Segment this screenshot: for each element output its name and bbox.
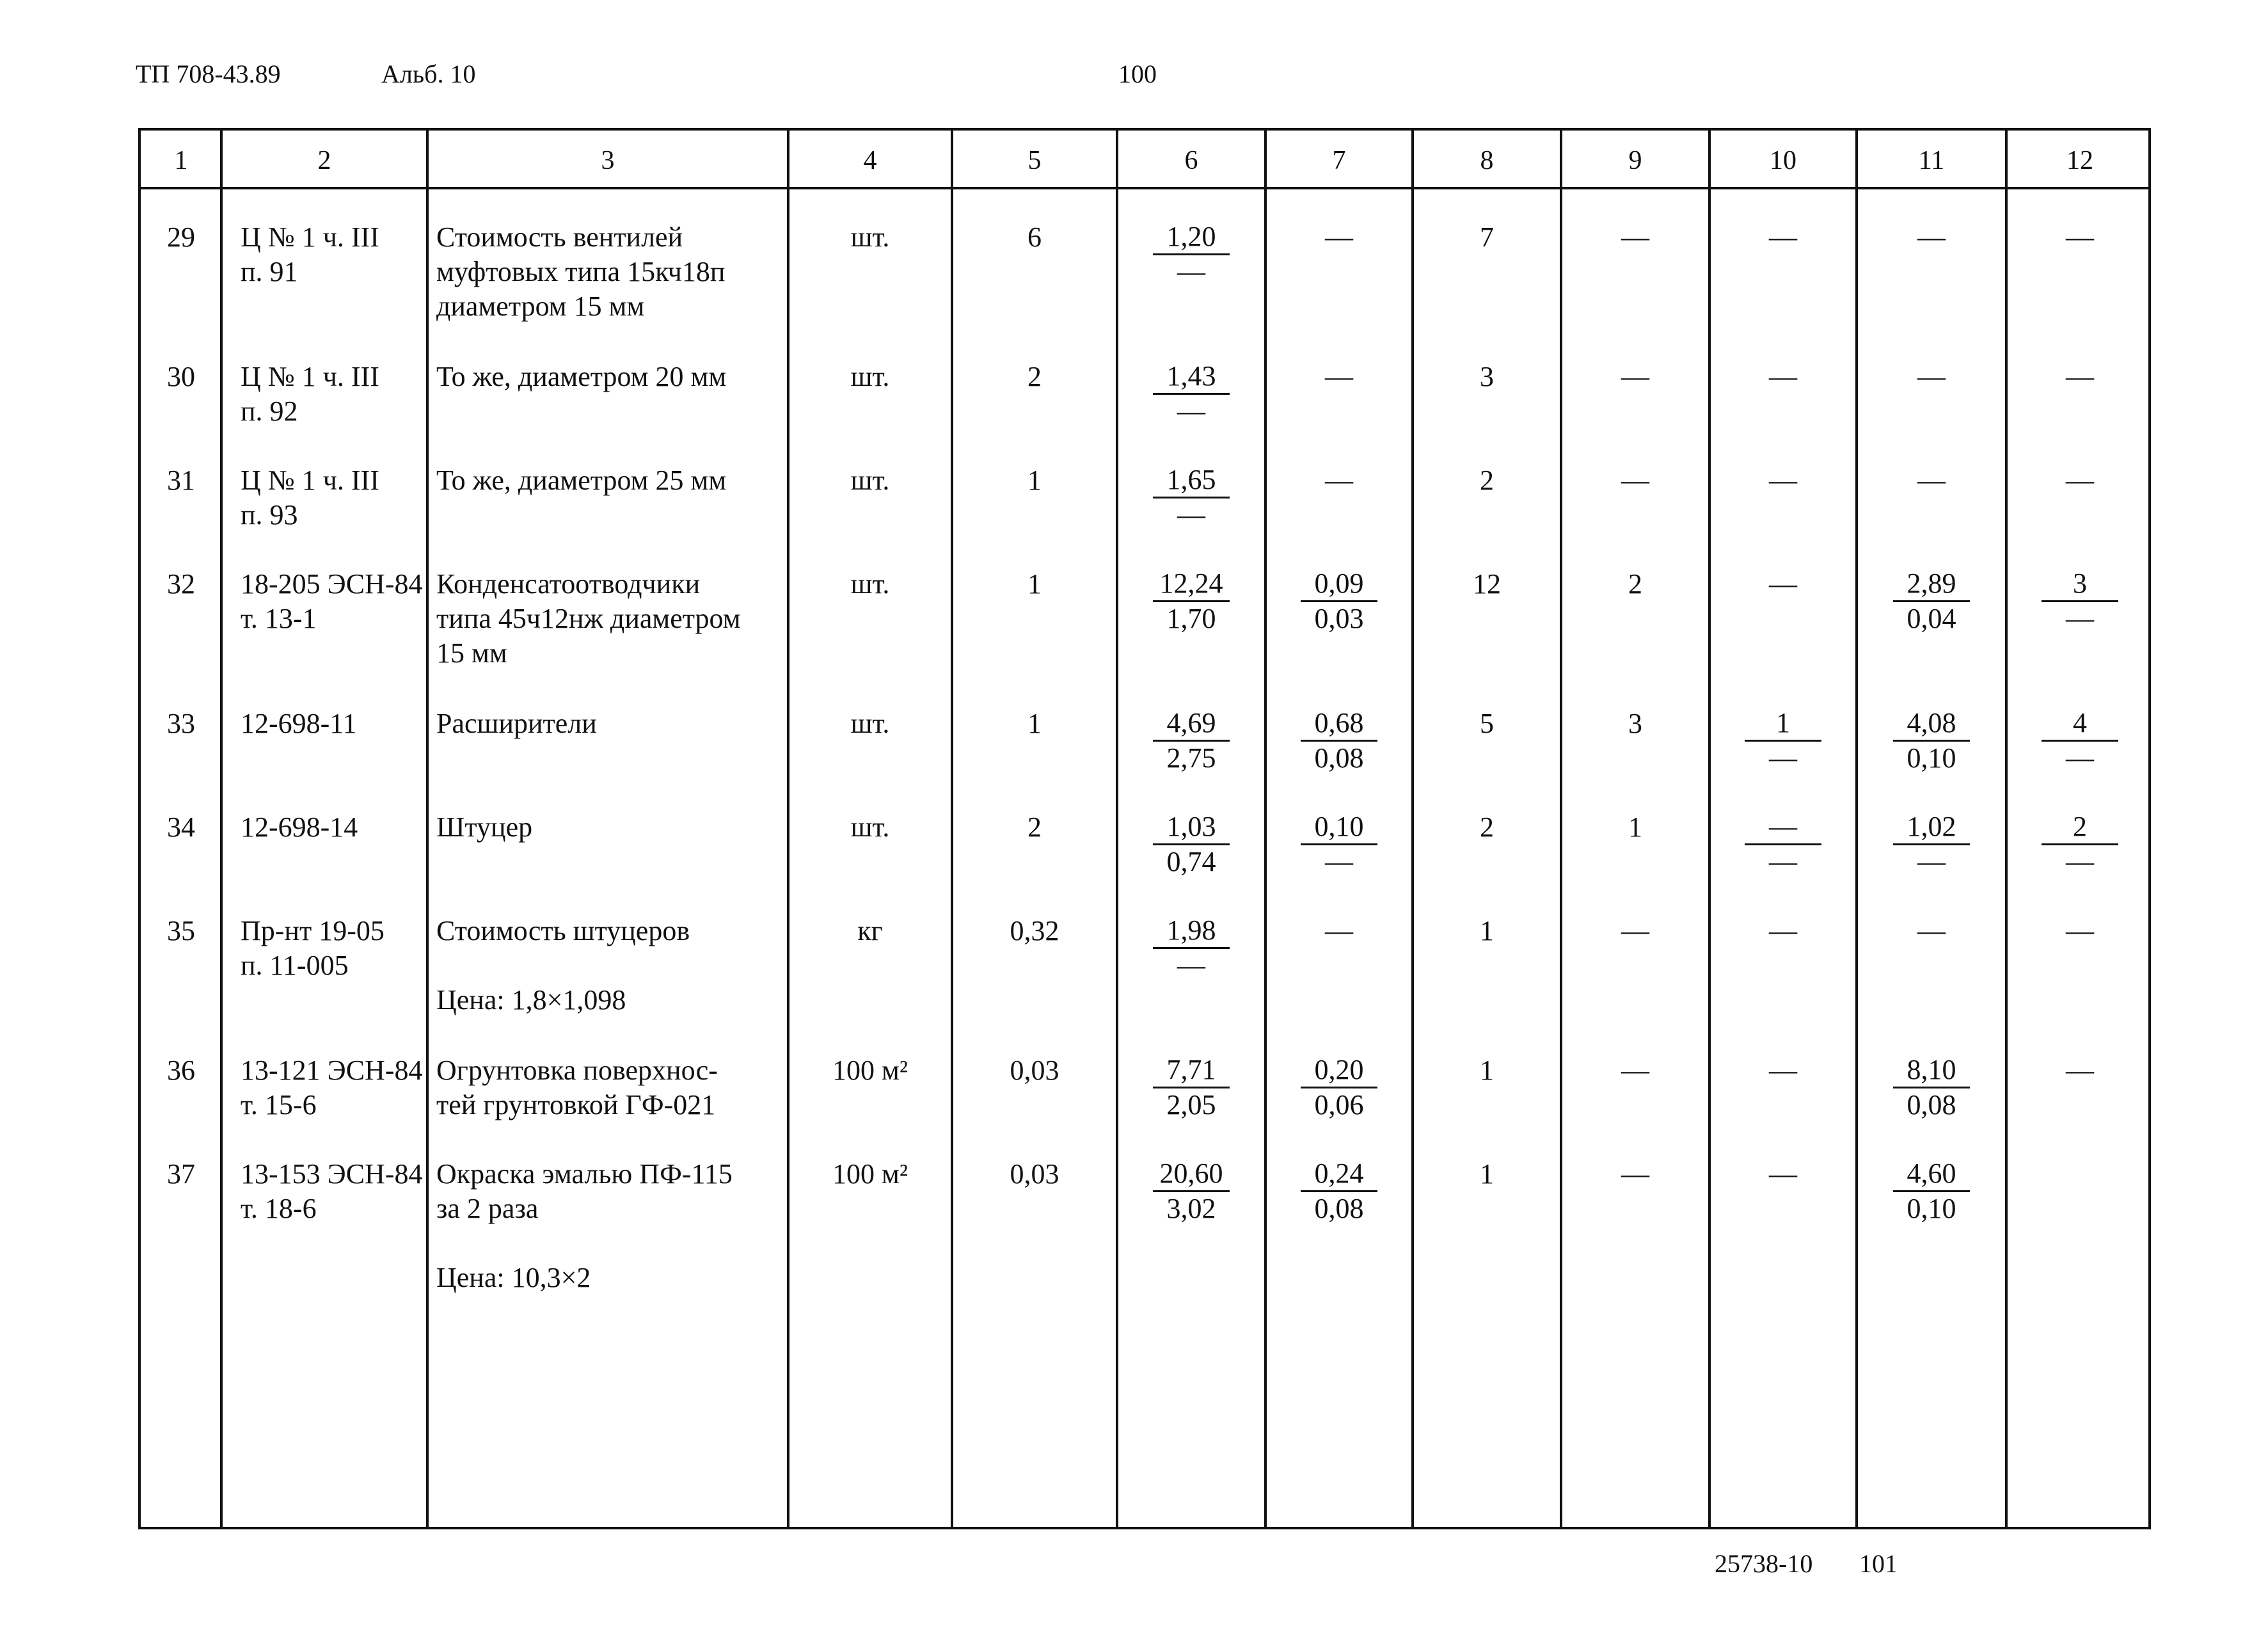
blank-line [436,948,784,983]
dash-value: — [1917,361,1946,392]
fraction-denominator: 0,03 [1314,603,1364,634]
dash-value: — [2066,221,2094,253]
fraction-value [2042,567,2118,635]
reference-code [241,810,358,845]
unit-of-measure: кг [857,915,883,946]
cell-value: 1 [1480,1158,1494,1190]
column-number: 8 [1480,146,1494,175]
cell-value: 2 [1628,568,1642,600]
fraction-numerator: 1,98 [1153,914,1230,949]
fraction-value [1893,1157,1970,1225]
fraction-value [1893,1053,1970,1122]
row-number: 36 [167,1055,195,1086]
fraction-value [1745,706,1821,775]
description-line: тей грунтовкой ГФ-021 [436,1089,716,1120]
description-line: Стоимость штуцеров [436,915,690,946]
fraction-numerator: 8,10 [1893,1053,1970,1088]
reference-line: 12-698-11 [241,708,357,739]
dash-value: — [1621,1055,1649,1086]
header-divider [141,187,2148,189]
cell-value: 3 [1628,708,1642,739]
dash-value: — [1769,1055,1797,1086]
fraction-numerator: 4,60 [1893,1157,1970,1192]
fraction-denominator: — [1177,395,1205,427]
description-line: типа 45ч12нж диаметром [436,603,741,634]
fraction-denominator: 3,02 [1166,1193,1216,1224]
cell-value: 6 [1027,221,1042,253]
row-number: 34 [167,811,195,843]
reference-code [241,706,357,741]
fraction-numerator: 1,65 [1153,463,1230,498]
cell-value: 0,03 [1010,1158,1059,1190]
fraction-numerator: 2,89 [1893,567,1970,602]
cell-value: 2 [1480,811,1494,843]
dash-value: — [1917,915,1946,946]
row-number: 30 [167,361,195,392]
fraction-denominator: 2,75 [1166,742,1216,774]
description-line: диаметром 15 мм [436,291,645,322]
row-number: 31 [167,465,195,496]
dash-value: — [1769,1158,1797,1190]
dash-value: — [1769,465,1797,496]
fraction-denominator: 0,08 [1314,1193,1364,1224]
fraction-numerator: 0,68 [1301,706,1377,742]
fraction-numerator: 12,24 [1153,567,1230,602]
description-line: Расширители [436,708,597,739]
description-line: Огрунтовка поверхнос- [436,1055,718,1086]
description-line: 15 мм [436,637,507,669]
description-line: То же, диаметром 20 мм [436,361,727,392]
dash-value: — [1621,221,1649,253]
fraction-value [1153,567,1230,635]
fraction-denominator: 1,70 [1166,603,1216,634]
fraction-value [1153,914,1230,982]
dash-value: — [1769,221,1797,253]
reference-line: п. 91 [241,256,298,287]
reference-line: п. 93 [241,499,298,530]
reference-code [241,360,379,429]
fraction-value [1153,810,1230,879]
description-line: Конденсатоотводчики [436,568,701,600]
reference-line: т. 13-1 [241,603,317,634]
footer-page-number: 101 [1859,1549,1898,1578]
description-line: Цена: 1,8×1,098 [436,984,626,1016]
cell-value: 3 [1480,361,1494,392]
unit-of-measure: шт. [850,465,890,496]
fraction-denominator: — [2066,603,2094,634]
fraction-numerator: 3 [2042,567,2118,602]
dash-value: — [2066,915,2094,946]
work-description [436,1157,784,1295]
reference-line: п. 11-005 [241,950,349,981]
column-number: 9 [1628,146,1642,175]
fraction-value [1893,567,1970,635]
column-divider [1264,131,1267,1527]
fraction-numerator: 7,71 [1153,1053,1230,1088]
fraction-denominator: — [2066,846,2094,877]
work-description [436,1053,784,1122]
description-line: за 2 раза [436,1193,539,1224]
fraction-numerator: 0,10 [1301,810,1377,845]
fraction-value [1153,220,1230,289]
fraction-numerator: — [1745,810,1821,845]
dash-value: — [1325,915,1353,946]
fraction-denominator: — [1177,950,1205,981]
fraction-denominator: — [1769,846,1797,877]
unit-of-measure: шт. [850,811,890,843]
fraction-value [1153,463,1230,532]
unit-of-measure: 100 м² [832,1055,908,1086]
fraction-numerator: 2 [2042,810,2118,845]
reference-line: Пр-нт 19-05 [241,915,385,946]
fraction-value [2042,706,2118,775]
fraction-numerator: 4,69 [1153,706,1230,742]
dash-value: — [2066,361,2094,392]
album-label: Альб. 10 [381,60,476,88]
unit-of-measure: 100 м² [832,1158,908,1190]
dash-value: — [1621,465,1649,496]
fraction-denominator: — [1177,499,1205,530]
description-line: Цена: 10,3×2 [436,1262,591,1293]
row-number: 29 [167,221,195,253]
fraction-numerator: 1,02 [1893,810,1970,845]
reference-code [241,1053,422,1122]
reference-code [241,220,379,289]
fraction-numerator: 4,08 [1893,706,1970,742]
unit-of-measure: шт. [850,568,890,600]
fraction-numerator: 1,03 [1153,810,1230,845]
column-number: 1 [174,146,188,175]
fraction-value [1153,706,1230,775]
reference-line: т. 18-6 [241,1193,317,1224]
cell-value: 12 [1473,568,1501,600]
description-line: Стоимость вентилей [436,221,683,253]
fraction-value [1301,810,1377,879]
fraction-denominator: 0,04 [1907,603,1956,634]
page-number: 100 [1118,60,1157,88]
fraction-numerator: 0,24 [1301,1157,1377,1192]
fraction-value [1893,810,1970,879]
cell-value: 1 [1480,1055,1494,1086]
cell-value: 0,32 [1010,915,1059,946]
dash-value: — [1621,915,1649,946]
reference-code [241,463,379,532]
dash-value: — [2066,1055,2094,1086]
document-code: ТП 708-43.89 [136,60,281,88]
fraction-denominator: 0,10 [1907,742,1956,774]
fraction-denominator: — [1769,742,1797,774]
dash-value: — [1621,1158,1649,1190]
unit-of-measure: шт. [850,708,890,739]
work-description [436,360,784,394]
row-number: 33 [167,708,195,739]
column-number: 10 [1770,146,1796,175]
dash-value: — [1917,221,1946,253]
work-description [436,463,784,498]
dash-value: — [1769,568,1797,600]
fraction-denominator: — [1177,256,1205,287]
reference-line: Ц № 1 ч. III [241,221,379,253]
reference-line: п. 92 [241,395,298,427]
work-description [436,706,784,741]
column-number: 11 [1918,146,1945,175]
fraction-denominator: 0,74 [1166,846,1216,877]
fraction-numerator: 0,09 [1301,567,1377,602]
cell-value: 1 [1027,465,1042,496]
column-number: 7 [1332,146,1346,175]
fraction-value [1745,810,1821,879]
dash-value: — [1769,915,1797,946]
column-number: 12 [2066,146,2093,175]
column-number: 2 [317,146,331,175]
cell-value: 1 [1480,915,1494,946]
fraction-denominator: 0,08 [1314,742,1364,774]
dash-value: — [2066,465,2094,496]
description-line: Штуцер [436,811,533,843]
column-number: 6 [1184,146,1198,175]
fraction-value [1893,706,1970,775]
cell-value: 2 [1027,361,1042,392]
dash-value: — [1325,221,1353,253]
fraction-denominator: 0,06 [1314,1089,1364,1120]
dash-value: — [1769,361,1797,392]
row-number: 37 [167,1158,195,1190]
fraction-value [1301,1157,1377,1225]
fraction-numerator: 0,20 [1301,1053,1377,1088]
fraction-value [1153,1053,1230,1122]
reference-line: 13-153 ЭСН-84 [241,1158,423,1190]
column-divider [2005,131,2008,1527]
fraction-numerator: 20,60 [1153,1157,1230,1192]
work-description [436,220,784,324]
fraction-numerator: 1 [1745,706,1821,742]
reference-line: Ц № 1 ч. III [241,361,379,392]
cell-value: 2 [1027,811,1042,843]
reference-line: 18-205 ЭСН-84 [241,568,423,600]
work-description [436,567,784,671]
cell-value: 1 [1027,708,1042,739]
reference-line: 13-121 ЭСН-84 [241,1055,423,1086]
fraction-numerator: 1,43 [1153,360,1230,395]
reference-code [241,567,422,636]
cell-value: 5 [1480,708,1494,739]
fraction-value [2042,810,2118,879]
fraction-denominator: — [1325,846,1353,877]
row-number: 32 [167,568,195,600]
fraction-value [1301,567,1377,635]
description-line: муфтовых типа 15кч18п [436,256,726,287]
row-number: 35 [167,915,195,946]
reference-line: Ц № 1 ч. III [241,465,379,496]
cell-value: 1 [1628,811,1642,843]
unit-of-measure: шт. [850,361,890,392]
dash-value: — [1621,361,1649,392]
reference-line: т. 15-6 [241,1089,317,1120]
fraction-value [1153,360,1230,428]
reference-code [241,1157,422,1226]
fraction-denominator: — [1917,846,1946,877]
fraction-value [1301,1053,1377,1122]
description-line: То же, диаметром 25 мм [436,465,727,496]
cell-value: 2 [1480,465,1494,496]
dash-value: — [1325,361,1353,392]
column-divider [426,131,429,1527]
column-number: 5 [1027,146,1042,175]
footer-document-code: 25738-10 [1715,1549,1813,1578]
column-number: 3 [601,146,615,175]
dash-value: — [1325,465,1353,496]
fraction-numerator: 4 [2042,706,2118,742]
fraction-value [1153,1157,1230,1225]
work-description [436,914,784,1017]
cell-value: 1 [1027,568,1042,600]
reference-line: 12-698-14 [241,811,358,843]
cell-value: 7 [1480,221,1494,253]
fraction-numerator: 1,20 [1153,220,1230,255]
description-line: Окраска эмалью ПФ-115 [436,1158,733,1190]
column-divider [1855,131,1858,1527]
estimate-table [138,128,2151,1529]
unit-of-measure: шт. [850,221,890,253]
work-description [436,810,784,845]
fraction-denominator: 0,10 [1907,1193,1956,1224]
reference-code [241,914,385,983]
cell-value: 0,03 [1010,1055,1059,1086]
fraction-denominator: — [2066,742,2094,774]
blank-line [436,1226,784,1261]
fraction-denominator: 2,05 [1166,1089,1216,1120]
fraction-denominator: 0,08 [1907,1089,1956,1120]
fraction-value [1301,706,1377,775]
dash-value: — [1917,465,1946,496]
column-number: 4 [863,146,877,175]
